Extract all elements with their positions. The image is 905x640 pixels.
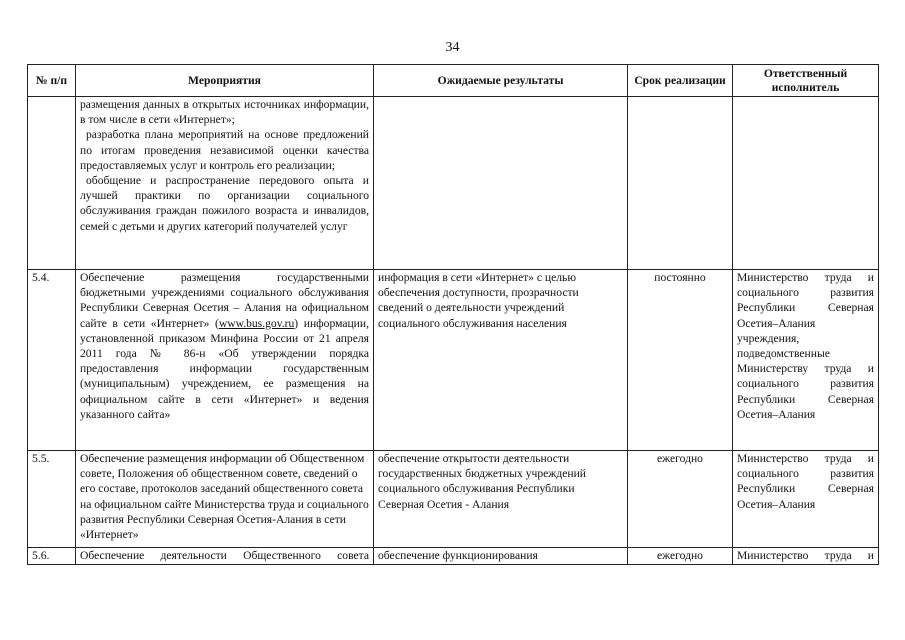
cell-executor: [733, 451, 879, 548]
executor-line: социального развития: [737, 377, 874, 391]
cell-activity: Обеспечение деятельности Общественного совета: [76, 548, 374, 565]
cell-executor: [733, 548, 879, 565]
cell-activity: [76, 97, 374, 270]
executor-line: Министерство труда и: [737, 452, 874, 465]
executor-line: Осетия–Алания: [737, 497, 816, 511]
bus-gov-link[interactable]: www.bus.gov.ru: [218, 316, 295, 330]
cell-term: [628, 97, 733, 270]
executor-line: Осетия–Алания: [737, 316, 816, 330]
table-row-5-5: [28, 451, 879, 548]
activity-text: ) информации, установленной приказом Минфина России от 21 апреля 2011 года № 86-н «Об утверждении порядка предоставления информации государственным (муниципальным) учреждением, ее размещения на официальном сайте в сети «Интернет» и ведения указанного сайта»: [80, 316, 369, 421]
cell-result: обеспечение функционирования: [374, 548, 628, 565]
activity-paragraph: разработка плана мероприятий на основе предложений по итогам проведения независимой оценки качества предоставляемых услуг и контроль его реализации;: [80, 128, 369, 172]
cell-activity: [76, 270, 374, 451]
table-header-row: [28, 65, 879, 97]
cell-term: ежегодно: [628, 548, 733, 565]
header-executor: Ответственный исполнитель: [733, 65, 879, 97]
executor-line: Республики Северная: [737, 482, 874, 496]
header-activities: Мероприятия: [76, 65, 374, 97]
executor-line: социального развития: [737, 286, 874, 300]
cell-term: ежегодно: [628, 451, 733, 548]
executor-line: Республики Северная: [737, 392, 874, 406]
cell-term: постоянно: [628, 270, 733, 451]
executor-line: Министерство труда и: [737, 549, 874, 562]
header-results: Ожидаемые результаты: [374, 65, 628, 97]
table-row-5-4: [28, 270, 879, 451]
executor-line: подведомственные: [737, 347, 830, 361]
cell-result: информация в сети «Интернет» с целью обеспечения доступности, прозрачности сведений о деятельности учреждений социального обслуживания населения: [374, 270, 628, 451]
cell-result: [374, 97, 628, 270]
executor-line: учреждения,: [737, 331, 800, 345]
table-row-5-6: [28, 548, 879, 565]
activity-text: Обеспечение размещения государственными бюджетными учреждениями социального обслуживания Республики Северная Осетия – Алания на официальном сайте в сети «Интернет» (: [80, 271, 369, 330]
cell-num: 5.5.: [28, 451, 76, 548]
executor-line: Министерству труда и: [737, 362, 874, 376]
page-number: 34: [445, 40, 460, 55]
cell-num: 5.4.: [28, 270, 76, 451]
header-term: Срок реализации: [628, 65, 733, 97]
executor-line: Министерство труда и: [737, 271, 874, 284]
cell-executor: [733, 270, 879, 451]
executor-line: Республики Северная: [737, 301, 874, 315]
cell-num: 5.6.: [28, 548, 76, 565]
cell-num: [28, 97, 76, 270]
measures-table: [27, 64, 879, 565]
table-row-continuation: [28, 97, 879, 270]
cell-activity: Обеспечение размещения информации об Общественном совете, Положения об общественном совете, сведений о его составе, протоколов заседаний общественного совета на официальном сайте Министерства труда и социального развития Республики Северная Осетия-Алания в сети «Интернет»: [76, 451, 374, 548]
cell-executor: [733, 97, 879, 270]
activity-paragraph: обобщение и распространение передового опыта и лучшей практики по организации социального обслуживания граждан пожилого возраста и инвалидов, семей с детьми и других категорий получателей услуг: [80, 174, 369, 233]
header-num: № п/п: [28, 65, 76, 97]
cell-result: обеспечение открытости деятельности государственных бюджетных учреждений социального обслуживания Республики Северная Осетия - Алания: [374, 451, 628, 548]
activity-paragraph: размещения данных в открытых источниках информации, в том числе в сети «Интернет»;: [80, 98, 369, 127]
executor-line: социального развития: [737, 467, 874, 481]
executor-line: Осетия–Алания: [737, 407, 816, 421]
